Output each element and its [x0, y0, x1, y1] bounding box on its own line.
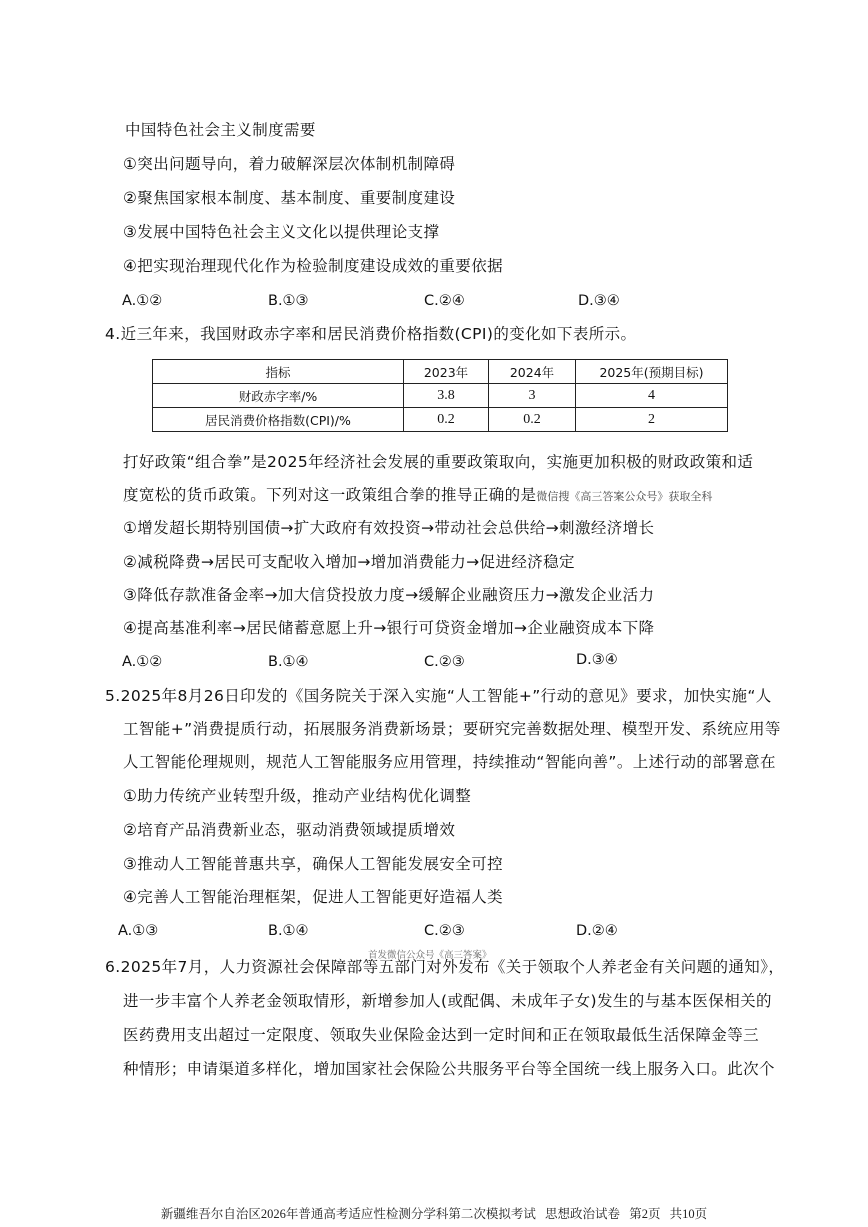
- q4-data-table: [152, 359, 728, 432]
- q3-option-c: C.②④: [424, 293, 465, 309]
- table-cell: 0.2: [489, 408, 576, 432]
- footer-total-pages: 共10页: [669, 1207, 708, 1221]
- q4-stem: 4.近三年来，我国财政赤字率和居民消费价格指数(CPI)的变化如下表所示。: [105, 325, 637, 343]
- watermark-inline: 微信搜《高三答案公众号》获取全科: [536, 490, 713, 503]
- q5-option-b: B.①④: [268, 923, 309, 939]
- q3-option-a: A.①②: [122, 293, 163, 309]
- table-cell: 2: [576, 408, 728, 432]
- q3-item-1: ①突出问题导向，着力破解深层次体制机制障碍: [123, 155, 456, 173]
- footer-page-number: 第2页: [629, 1207, 661, 1221]
- table-header-cell: 指标: [153, 360, 404, 384]
- q4-option-b: B.①④: [268, 654, 309, 670]
- q6-stem-line-2: 进一步丰富个人养老金领取情形，新增参加人(或配偶、未成年子女)发生的与基本医保相关的: [123, 992, 772, 1010]
- q5-option-a: A.①③: [118, 923, 159, 939]
- q5-item-4: ④完善人工智能治理框架，促进人工智能更好造福人类: [123, 888, 503, 906]
- q3-option-d: D.③④: [578, 293, 620, 309]
- table-row: [153, 408, 728, 432]
- q3-item-3: ③发展中国特色社会主义文化以提供理论支撑: [123, 223, 440, 241]
- q5-stem-line-2: 工智能+”消费提质行动，拓展服务消费新场景；要研究完善数据处理、模型开发、系统应用等: [123, 720, 781, 738]
- q4-item-1: ①增发超长期特别国债→扩大政府有效投资→带动社会总供给→刺激经济增长: [123, 519, 655, 537]
- table-cell: 3: [489, 384, 576, 408]
- table-header-row: [153, 360, 728, 384]
- q5-option-d: D.②④: [576, 923, 618, 939]
- table-cell: 0.2: [404, 408, 489, 432]
- table-cell: 居民消费价格指数(CPI)/%: [153, 408, 404, 432]
- q3-option-b: B.①③: [268, 293, 309, 309]
- q4-item-3: ③降低存款准备金率→加大信贷投放力度→缓解企业融资压力→激发企业活力: [123, 586, 655, 604]
- q4-option-c: C.②③: [424, 654, 465, 670]
- q3-item-4: ④把实现治理现代化作为检验制度建设成效的重要依据: [123, 257, 503, 275]
- table-header-cell: 2024年: [489, 360, 576, 384]
- q3-stem-tail: 中国特色社会主义制度需要: [125, 121, 316, 139]
- q5-stem-line-3: 人工智能伦理规则，规范人工智能服务应用管理，持续推动“智能向善”。上述行动的部署意在: [123, 753, 776, 771]
- q4-option-a: A.①②: [122, 654, 163, 670]
- q6-stem-line-1: 6.2025年7月，人力资源社会保障部等五部门对外发布《关于领取个人养老金有关问题的通知》，: [105, 958, 785, 976]
- q4-paragraph-line-1: 打好政策“组合拳”是2025年经济社会发展的重要政策取向，实施更加积极的财政政策和适: [123, 453, 754, 471]
- q4-item-2: ②减税降费→居民可支配收入增加→增加消费能力→促进经济稳定: [123, 553, 575, 571]
- watermark: 首发微信公众号《高三答案》: [368, 950, 492, 961]
- q4-option-d: D.③④: [576, 652, 618, 668]
- table-header-cell: 2023年: [404, 360, 489, 384]
- table-row: [153, 384, 728, 408]
- q5-item-1: ①助力传统产业转型升级，推动产业结构优化调整: [123, 787, 472, 805]
- q5-stem-line-1: 5.2025年8月26日印发的《国务院关于深入实施“人工智能+”行动的意见》要求，加快实施“人: [105, 687, 772, 705]
- footer-exam-title: 新疆维吾尔自治区2026年普通高考适应性检测分学科第二次模拟考试: [160, 1207, 536, 1221]
- q5-item-3: ③推动人工智能普惠共享，确保人工智能发展安全可控: [123, 855, 503, 873]
- footer-subject: 思想政治试卷: [545, 1207, 621, 1221]
- q4-paragraph-text: 度宽松的货币政策。下列对这一政策组合拳的推导正确的是: [123, 486, 537, 504]
- table-cell: 财政赤字率/%: [153, 384, 404, 408]
- q4-paragraph-line-2: [123, 485, 712, 507]
- table-cell: 3.8: [404, 384, 489, 408]
- table-cell: 4: [576, 384, 728, 408]
- page-footer: [0, 1204, 868, 1222]
- q3-item-2: ②聚焦国家根本制度、基本制度、重要制度建设: [123, 189, 456, 207]
- q5-item-2: ②培育产品消费新业态，驱动消费领域提质增效: [123, 821, 456, 839]
- q6-stem-line-3: 医药费用支出超过一定限度、领取失业保险金达到一定时间和正在领取最低生活保障金等三: [123, 1026, 760, 1044]
- table-header-cell: 2025年(预期目标): [576, 360, 728, 384]
- q6-stem-line-4: 种情形；申请渠道多样化，增加国家社会保险公共服务平台等全国统一线上服务入口。此次个: [123, 1060, 775, 1078]
- q4-item-4: ④提高基准利率→居民储蓄意愿上升→银行可贷资金增加→企业融资成本下降: [123, 619, 655, 637]
- q5-option-c: C.②③: [424, 923, 465, 939]
